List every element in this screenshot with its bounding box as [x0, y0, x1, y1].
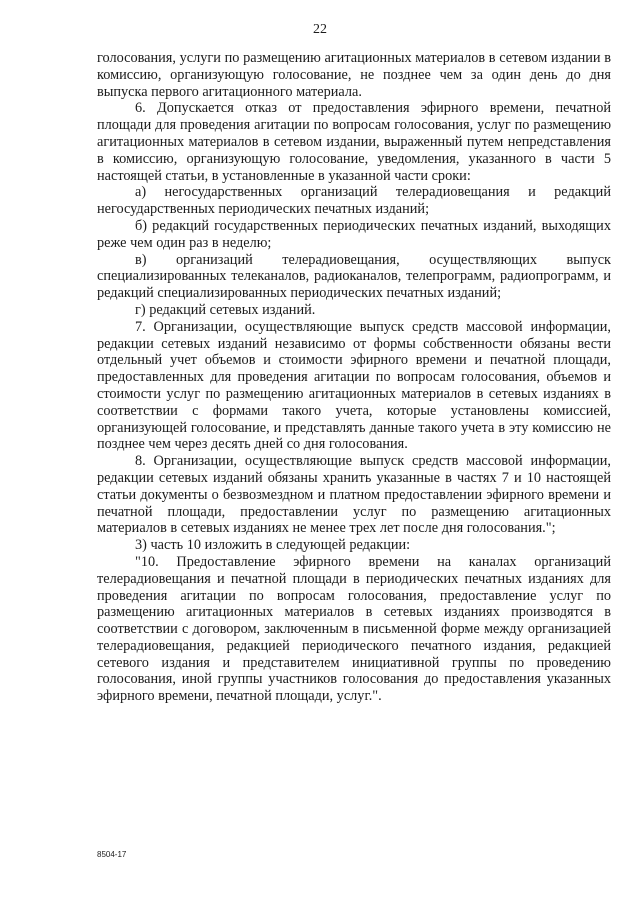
document-code: 8504-17: [97, 850, 127, 859]
list-item: а) негосударственных организаций телерадиовещания и редакций негосударственных периодических печатных изданий;: [97, 184, 611, 218]
paragraph: 6. Допускается отказ от предоставления эфирного времени, печатной площади для проведения агитации по вопросам голосования, услуг по размещению агитационных материалов в сетевом издании, выраженный путем непредставления в комиссию, организующую голосование, уведомления, указанного в части 5 настоящей статьи, в установленные в указанной части сроки:: [97, 100, 611, 184]
paragraph: 8. Организации, осуществляющие выпуск средств массовой информации, редакции сетевых изданий обязаны хранить указанные в частях 7 и 10 настоящей статьи документы о безвозмездном и платном предоставлении эфирного времени и печатной площади, предоставлении услуг по размещению агитационных материалов в сетевых изданиях не менее трех лет после дня голосования.";: [97, 453, 611, 537]
paragraph: голосования, услуги по размещению агитационных материалов в сетевом издании в комиссию, организующую голосование, не позднее чем за один день до дня выпуска первого агитационного материала.: [97, 50, 611, 100]
paragraph: 3) часть 10 изложить в следующей редакции:: [135, 537, 411, 554]
list-item: б) редакций государственных периодических печатных изданий, выходящих реже чем один раз в неделю;: [97, 217, 611, 251]
paragraph: "10. Предоставление эфирного времени на каналах организаций телерадиовещания и печатной площади в периодических печатных изданиях для проведения агитации по вопросам голосования, предоставление услуг по размещению агитационных материалов в сетевых изданиях производятся в соответствии с договором, заключенным в письменной форме между организацией телерадиовещания, редакцией периодического печатного издания, редакцией сетевого издания и представителем инициативной группы по проведению голосования, иной группы участников голосования до предоставления указанных эфирного времени, печатной площади, услуг.".: [97, 553, 611, 705]
list-item: в) организаций телерадиовещания, осуществляющих выпуск специализированных телеканалов, радиоканалов, телепрограмм, радиопрограмм, и редакций специализированных периодических печатных изданий;: [97, 251, 611, 302]
document-body: [97, 50, 611, 705]
paragraph: 7. Организации, осуществляющие выпуск средств массовой информации, редакции сетевых изданий независимо от формы собственности обязаны вести отдельный учет объемов и стоимости эфирного времени и печатной площади, предоставленных для проведения агитации по вопросам голосования, объемов и стоимости услуг по размещению агитационных материалов в сетевых изданиях в соответствии с формами такого учета, которые установлены комиссией, организующей голосование, и представлять данные такого учета в эту комиссию не позднее чем через десять дней со дня голосования.: [97, 318, 611, 453]
list-item: г) редакций сетевых изданий.: [135, 301, 316, 318]
page-number: 22: [313, 22, 327, 37]
